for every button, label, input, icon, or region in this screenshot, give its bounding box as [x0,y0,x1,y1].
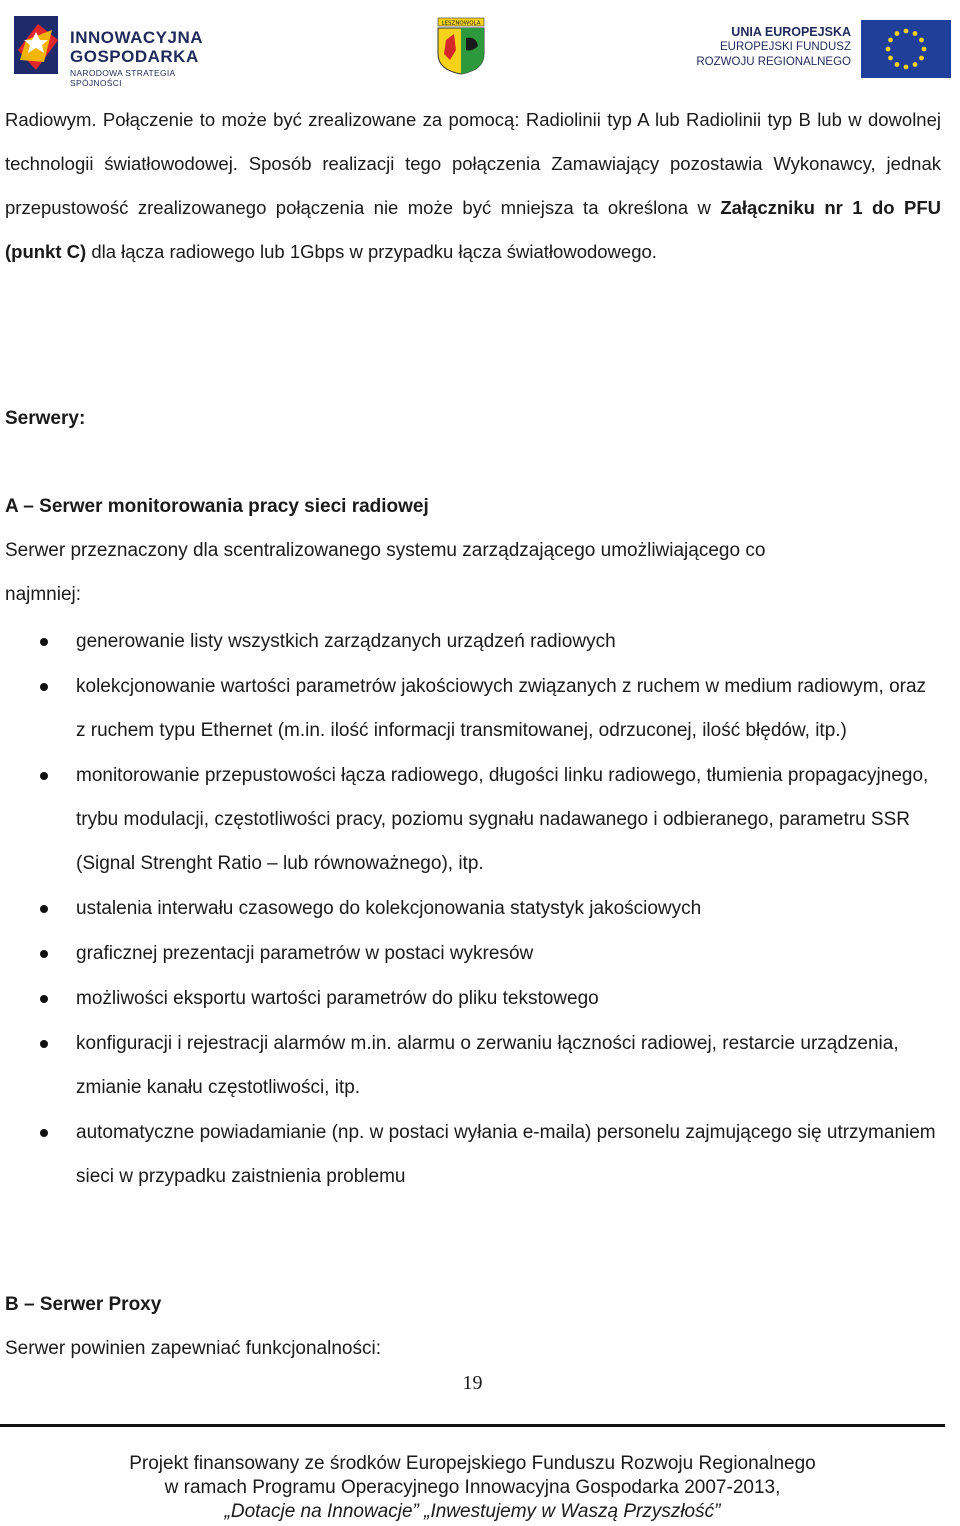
eu-logo-line1: UNIA EUROPEJSKA [731,25,851,39]
intro-text-part2: dla łącza radiowego lub 1Gbps w przypadku łącza światłowodowego. [86,241,657,262]
server-b-title: B – Serwer Proxy [5,1294,162,1315]
eu-logo-line2: EUROPEJSKI FUNDUSZ [720,41,851,53]
list-item [0,1111,940,1199]
list-item [0,754,940,886]
eu-logo [696,20,955,80]
bullet-icon [40,950,48,958]
bullet-icon [40,995,48,1003]
intro-text-part1: Radiowym. Połączenie to może być zrealizowane za pomocą: Radiolinii typ A lub Radiolinii typ B lub w dowolnej technologii światłowodowej. Sposób realizacji tego połączenia Zamawiający pozostawia Wykonawcy, jednak przepustowość zrealizowanego połączenia nie może być mniejsza ta określona w [5,109,941,218]
list-item [0,665,940,753]
list-item-text: monitorowanie przepustowości łącza radiowego, długości linku radiowego, tłumienia propagacyjnego, trybu modulacji, częstotliwości pracy, poziomu sygnału nadawanego i odbieranego, parametru SSR (Signal Strenght Ratio – lub równoważnego), itp. [76,765,929,874]
list-item [0,932,940,976]
list-item-text: kolekcjonowanie wartości parametrów jakościowych związanych z ruchem w medium radiowym, oraz z ruchem typu Ethernet (m.in. ilość informacji transmitowanej, odrzuconej, ilość błędów, itp.) [76,676,927,741]
innowacyjna-gospodarka-logo [8,10,228,88]
bullet-icon [40,638,48,646]
list-item-text: ustalenia interwału czasowego do kolekcjonowania statystyk jakościowych [76,898,702,919]
list-item-text: konfiguracji i rejestracji alarmów m.in. alarmu o zerwaniu łączności radiowej, restarcie urządzenia, zmianie kanału częstotliwości, itp. [76,1033,899,1098]
list-item-text: generowanie listy wszystkich zarządzanych urządzeń radiowych [76,631,616,652]
bullet-icon [40,683,48,691]
page-footer [0,1452,945,1524]
server-a-description: Serwer przeznaczony dla scentralizowanego systemu zarządzającego umożliwiającego co [5,540,766,561]
bullet-icon [40,1040,48,1048]
intro-text-bold: Załączniku nr 1 do PFU (punkt C) [5,197,941,262]
eu-logo-line3: ROZWOJU REGIONALNEGO [696,56,851,68]
list-item [0,1022,940,1110]
ig-logo-line3: NARODOWA STRATEGIA SPÓJNOŚCI [70,68,176,88]
page-number: 19 [462,1372,483,1394]
server-a-description-cont: najmniej: [5,584,82,605]
list-item-text: możliwości eksportu wartości parametrów do pliku tekstowego [76,988,599,1009]
list-item [0,620,940,664]
bullet-icon [40,905,48,913]
footer-line2: w ramach Programu Operacyjnego Innowacyjna Gospodarka 2007-2013, [164,1477,781,1498]
footer-line1: Projekt finansowany ze środków Europejskiego Funduszu Rozwoju Regionalnego [129,1453,816,1474]
footer-line3: „Dotacje na Innowacje” „Inwestujemy w Waszą Przyszłość” [224,1501,721,1522]
list-item-text: graficznej prezentacji parametrów w postaci wykresów [76,943,534,964]
server-b-description: Serwer powinien zapewniać funkcjonalności: [5,1338,381,1359]
lesznowola-crest-icon [432,16,490,76]
footer-divider [0,1424,945,1427]
ig-logo-line1: INNOWACYJNA [70,28,204,47]
list-item [0,887,940,931]
ig-logo-line2: GOSPODARKA [70,47,199,66]
intro-paragraph [5,98,941,274]
list-item-text: automatyczne powiadamianie (np. w postaci wyłania e-maila) personelu zajmującego się utrzymaniem sieci w przypadku zaistnienia problemu [76,1122,936,1187]
server-a-title: A – Serwer monitorowania pracy sieci radiowej [5,496,429,517]
server-a-feature-list [0,620,940,1200]
bullet-icon [40,772,48,780]
ig-logo-mark-icon [8,10,64,80]
crest-label: LESZNOWOLA [441,20,481,27]
page-header [0,0,960,90]
eu-flag-icon [861,20,951,78]
bullet-icon [40,1129,48,1137]
intro-paragraph-container [5,98,941,274]
list-item [0,977,940,1021]
section-title-servers: Serwery: [5,408,86,429]
